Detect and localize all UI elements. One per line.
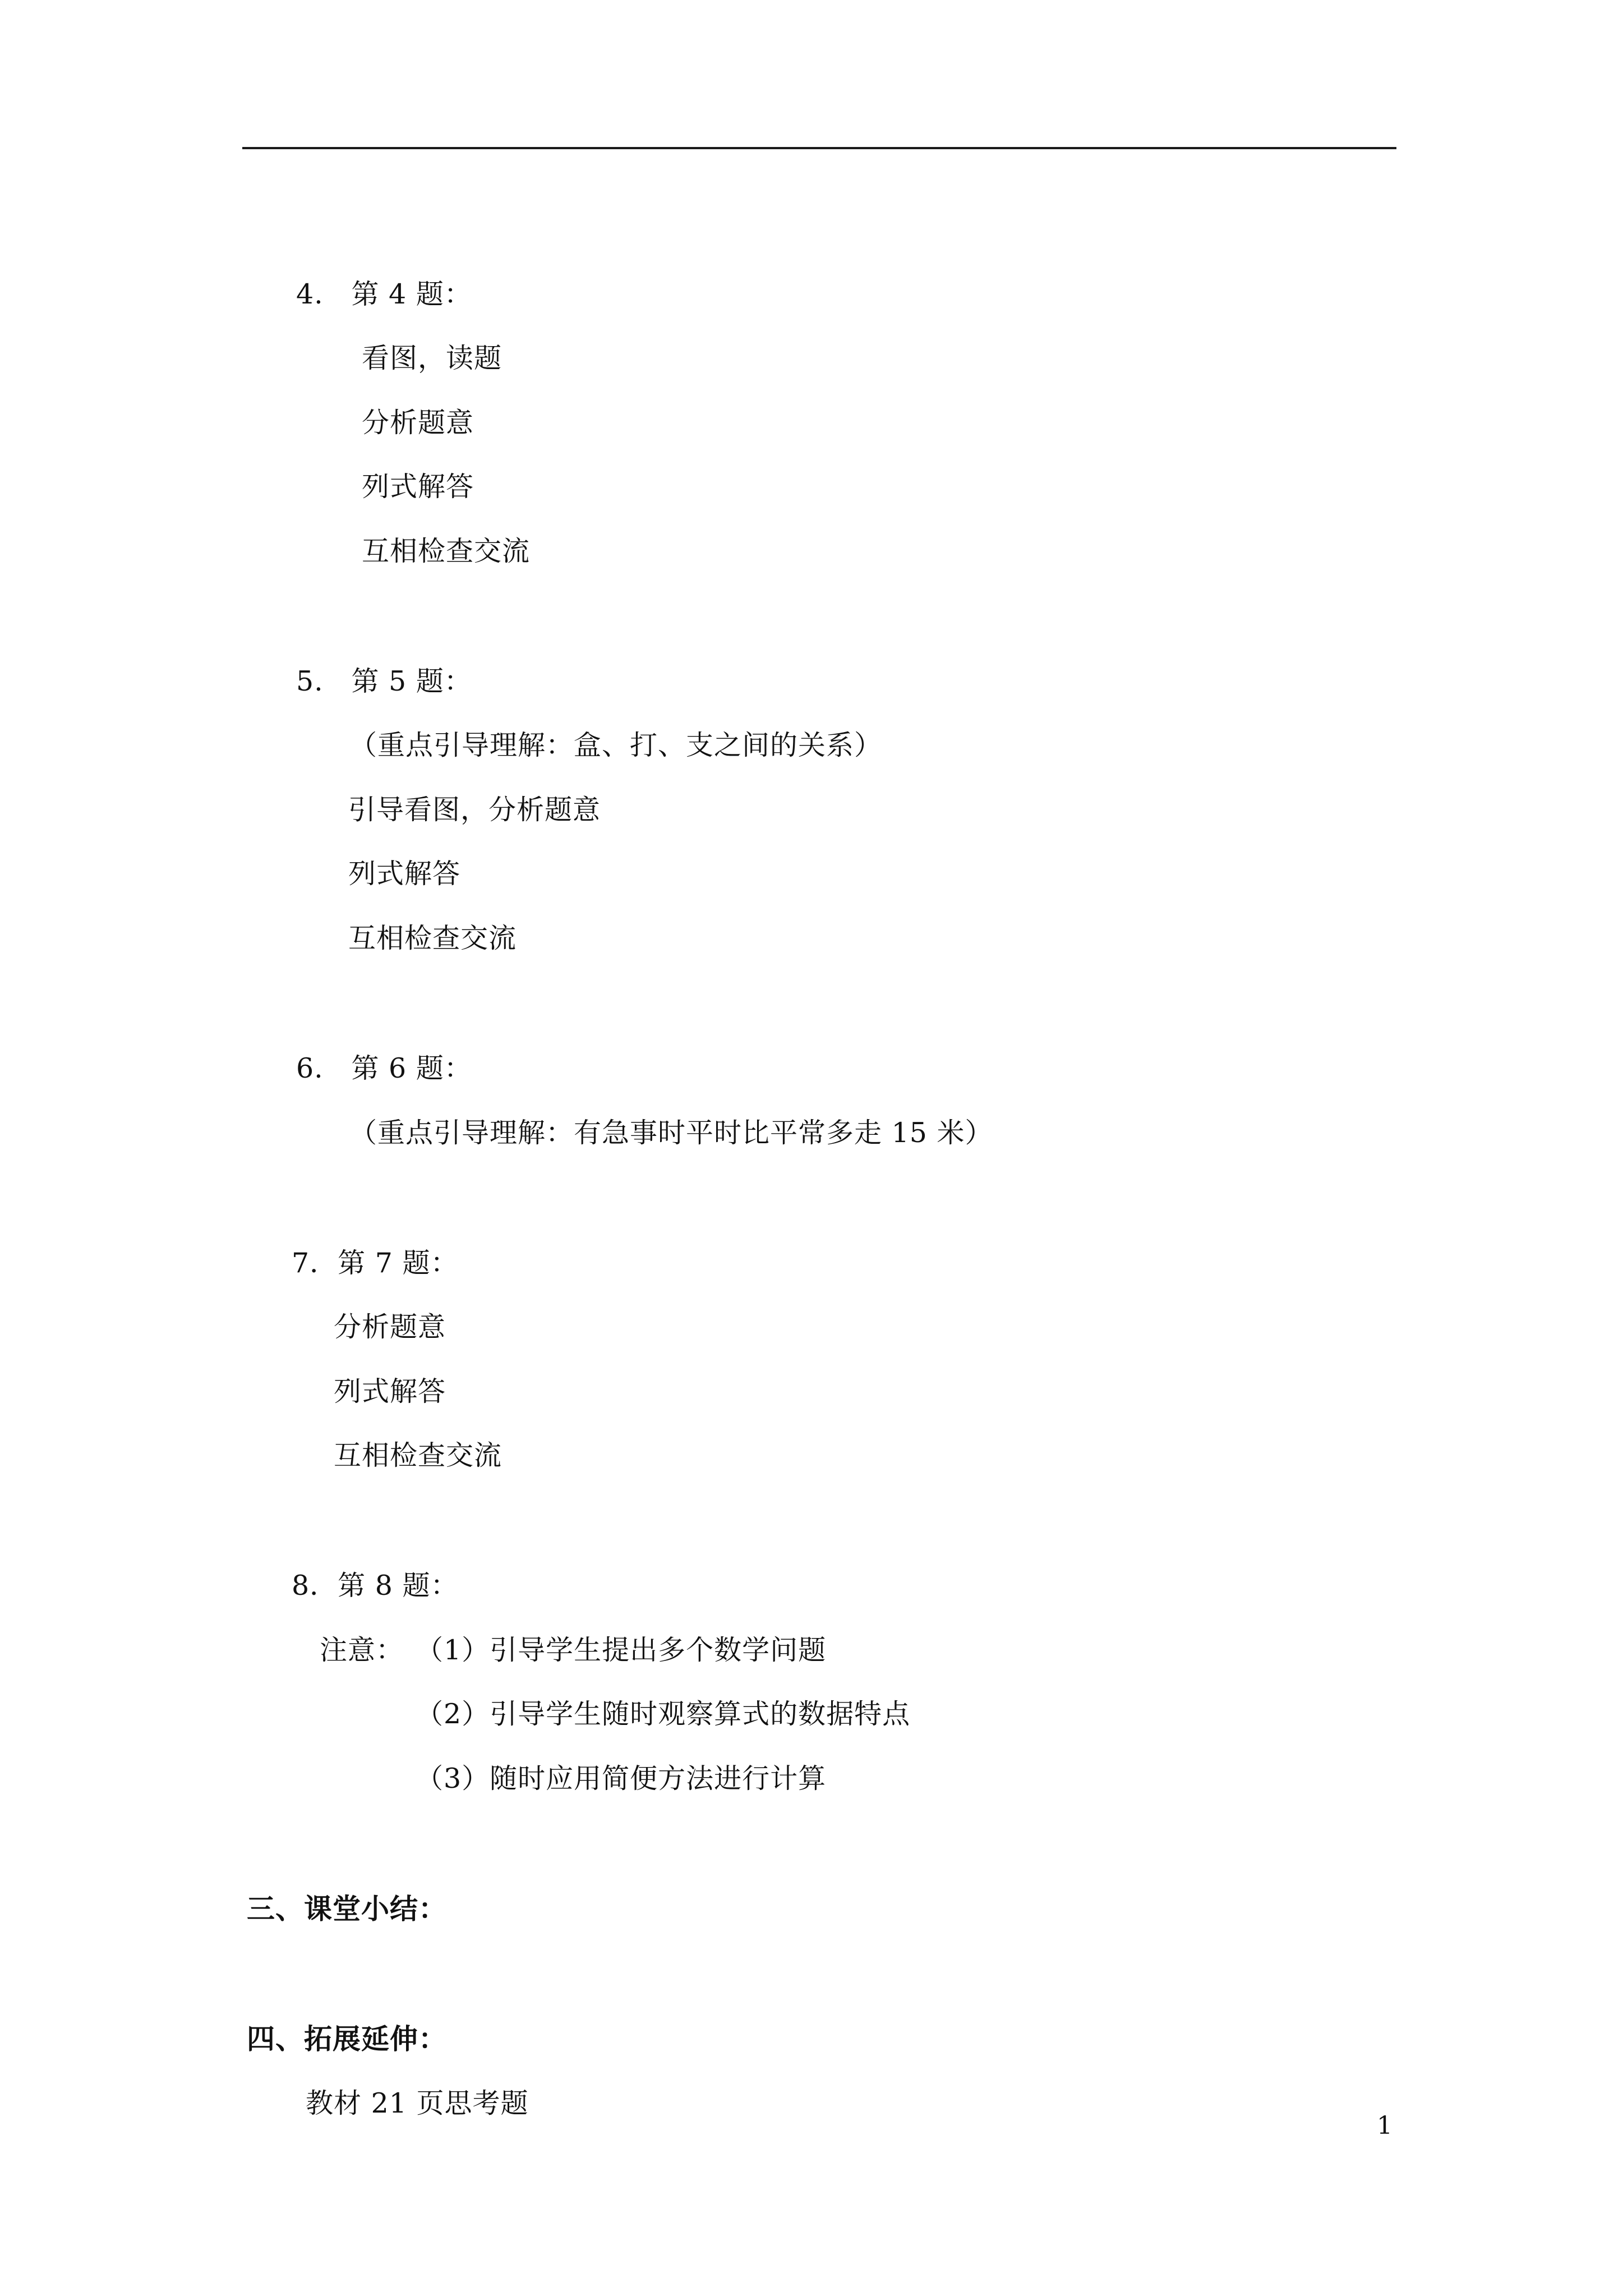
q7-heading: 7．第 7 题： bbox=[292, 1247, 459, 1279]
section-4-title: 四、拓展延伸： bbox=[247, 2022, 447, 2055]
q8-note-3: （3）随时应用简便方法进行计算 bbox=[416, 1763, 827, 1795]
section-4-content: 教材 21 页思考题 bbox=[306, 2087, 529, 2119]
q8-note-2: （2）引导学生随时观察算式的数据特点 bbox=[416, 1698, 911, 1730]
q4-step-3: 列式解答 bbox=[362, 471, 474, 503]
section-3-title: 三、课堂小结： bbox=[247, 1892, 447, 1925]
q5-step-3: 互相检查交流 bbox=[348, 922, 517, 954]
q5-step-2: 列式解答 bbox=[348, 858, 461, 890]
q7-step-2: 列式解答 bbox=[334, 1375, 446, 1407]
q5-step-1: 引导看图，分析题意 bbox=[348, 794, 601, 826]
q7-step-3: 互相检查交流 bbox=[334, 1439, 502, 1471]
q4-step-1: 看图，读题 bbox=[362, 342, 502, 374]
q8-note-label: 注意： bbox=[320, 1634, 404, 1666]
page-number: 1 bbox=[1377, 2111, 1393, 2140]
q7-step-1: 分析题意 bbox=[334, 1311, 446, 1343]
q6-heading: 6. 第 6 题： bbox=[296, 1052, 472, 1084]
q6-note: （重点引导理解：有急事时平时比平常多走 15 米） bbox=[349, 1117, 993, 1149]
q4-step-2: 分析题意 bbox=[362, 407, 474, 439]
q4-heading: 4. 第 4 题： bbox=[296, 278, 472, 310]
q5-heading: 5. 第 5 题： bbox=[296, 665, 472, 697]
q8-note-1: （1）引导学生提出多个数学问题 bbox=[416, 1634, 827, 1666]
q5-note: （重点引导理解：盒、打、支之间的关系） bbox=[349, 729, 883, 761]
q4-step-4: 互相检查交流 bbox=[362, 535, 531, 567]
header-rule bbox=[242, 147, 1396, 149]
q8-heading: 8．第 8 题： bbox=[292, 1570, 459, 1602]
